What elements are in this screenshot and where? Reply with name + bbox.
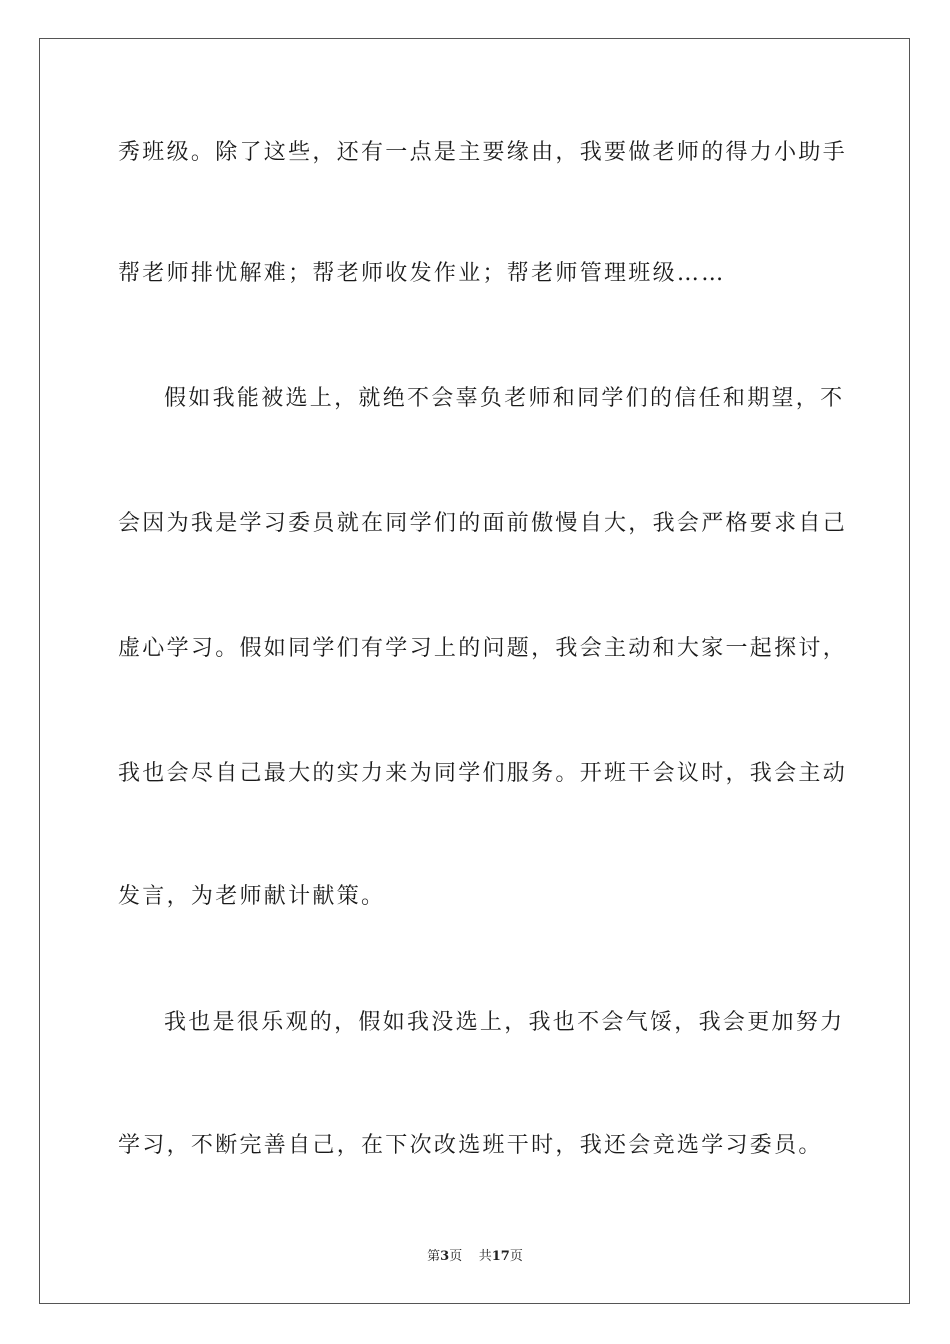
footer-page-number: 3 bbox=[440, 1249, 450, 1264]
footer-total-pages: 17 bbox=[491, 1249, 510, 1264]
body-line-5: 虚心学习。假如同学们有学习上的问题，我会主动和大家一起探讨， bbox=[118, 636, 848, 661]
body-line-2: 帮老师排忧解难；帮老师收发作业；帮老师管理班级…… bbox=[118, 261, 726, 286]
page-footer bbox=[0, 1248, 950, 1266]
footer-page-suffix: 页 bbox=[449, 1249, 463, 1264]
body-line-8: 我也是很乐观的，假如我没选上，我也不会气馁，我会更加努力 bbox=[164, 1010, 845, 1035]
footer-total-prefix: 共 bbox=[478, 1249, 492, 1264]
page-frame bbox=[39, 38, 910, 1304]
body-line-4: 会因为我是学习委员就在同学们的面前傲慢自大，我会严格要求自己 bbox=[118, 511, 848, 536]
body-line-1: 秀班级。除了这些，还有一点是主要缘由，我要做老师的得力小助手 bbox=[118, 140, 848, 165]
body-line-3: 假如我能被选上，就绝不会辜负老师和同学们的信任和期望，不 bbox=[164, 386, 845, 411]
body-line-6: 我也会尽自己最大的实力来为同学们服务。开班干会议时，我会主动 bbox=[118, 761, 848, 786]
body-line-9: 学习，不断完善自己，在下次改选班干时，我还会竞选学习委员。 bbox=[118, 1133, 823, 1158]
footer-page-prefix: 第 bbox=[427, 1249, 441, 1264]
footer-total-suffix: 页 bbox=[509, 1249, 523, 1264]
body-line-7: 发言，为老师献计献策。 bbox=[118, 884, 386, 909]
